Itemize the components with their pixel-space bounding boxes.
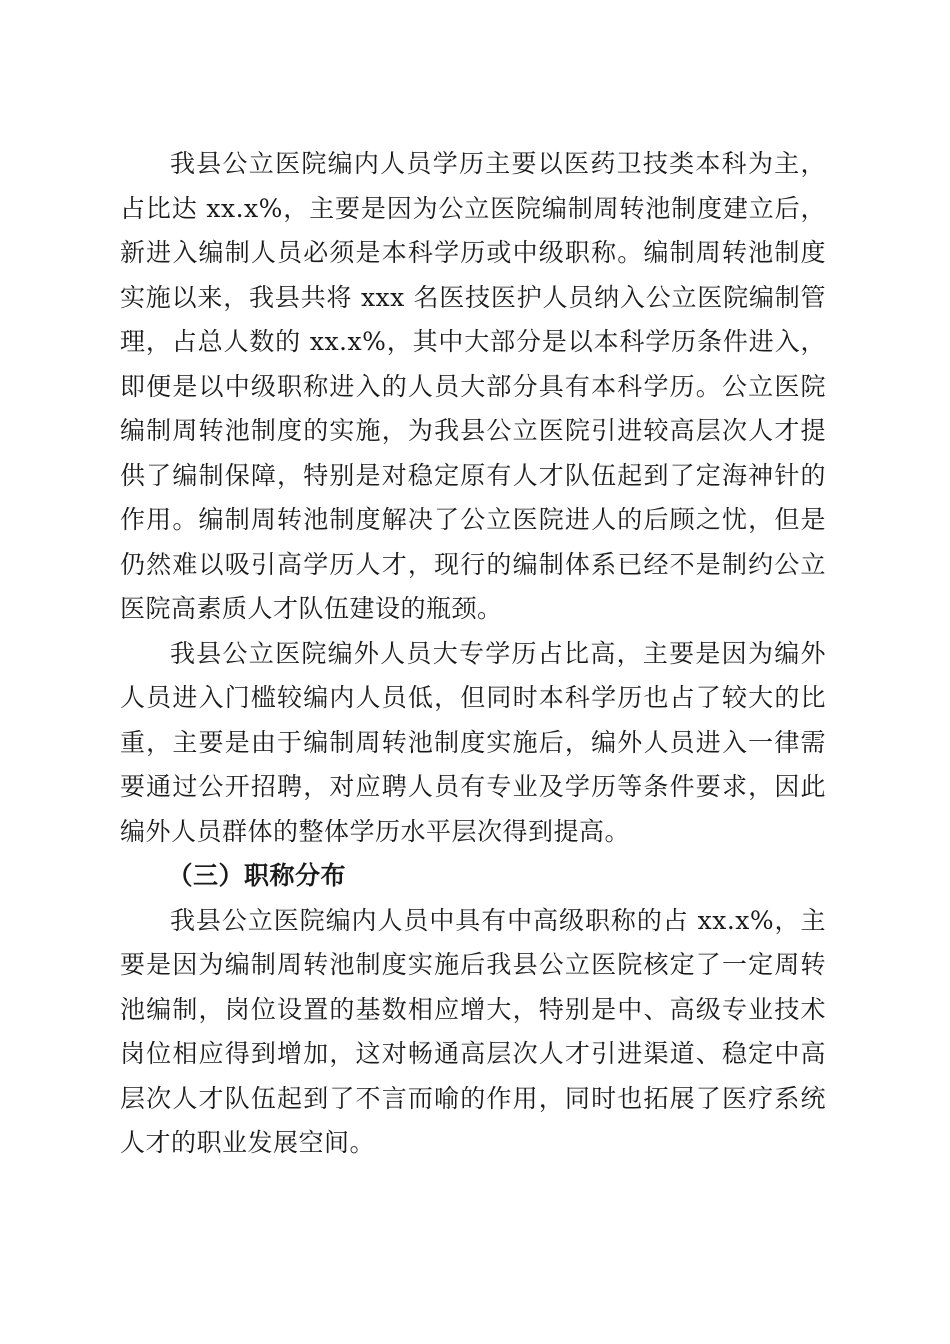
paragraph-education-staff: 我县公立医院编内人员学历主要以医药卫技类本科为主，占比达 xx.x%，主要是因为公立医院编制周转池制度建立后，新进入编制人员必须是本科学历或中级职称。编制周转池制度实施以来，我县共将 xxx 名医技医护人员纳入公立医院编制管理，占总人数的 xx.x%，其中大部分是以本科学历条件进入，即便是以中级职称进入的人员大部分具有本科学历。公立医院编制周转池制度的实施，为我县公立医院引进较高层次人才提供了编制保障，特别是对稳定原有人才队伍起到了定海神针的作用。编制周转池制度解决了公立医院进人的后顾之忧，但是仍然难以吸引高学历人才，现行的编制体系已经不是制约公立医院高素质人才队伍建设的瓶颈。 [120, 149, 826, 623]
document-body [120, 142, 826, 1166]
section-heading-title-distribution: （三）职称分布 [167, 861, 347, 890]
paragraph-education-contract: 我县公立医院编外人员大专学历占比高，主要是因为编外人员进入门槛较编内人员低，但同时本科学历也占了较大的比重，主要是由于编制周转池制度实施后，编外人员进入一律需要通过公开招聘，对应聘人员有专业及学历等条件要求，因此编外人员群体的整体学历水平层次得到提高。 [120, 638, 826, 846]
paragraph-title-distribution: 我县公立医院编内人员中具有中高级职称的占 xx.x%，主要是因为编制周转池制度实施后我县公立医院核定了一定周转池编制，岗位设置的基数相应增大，特别是中、高级专业技术岗位相应得到增加，这对畅通高层次人才引进渠道、稳定中高层次人才队伍起到了不言而喻的作用，同时也拓展了医疗系统人才的职业发展空间。 [120, 905, 826, 1157]
